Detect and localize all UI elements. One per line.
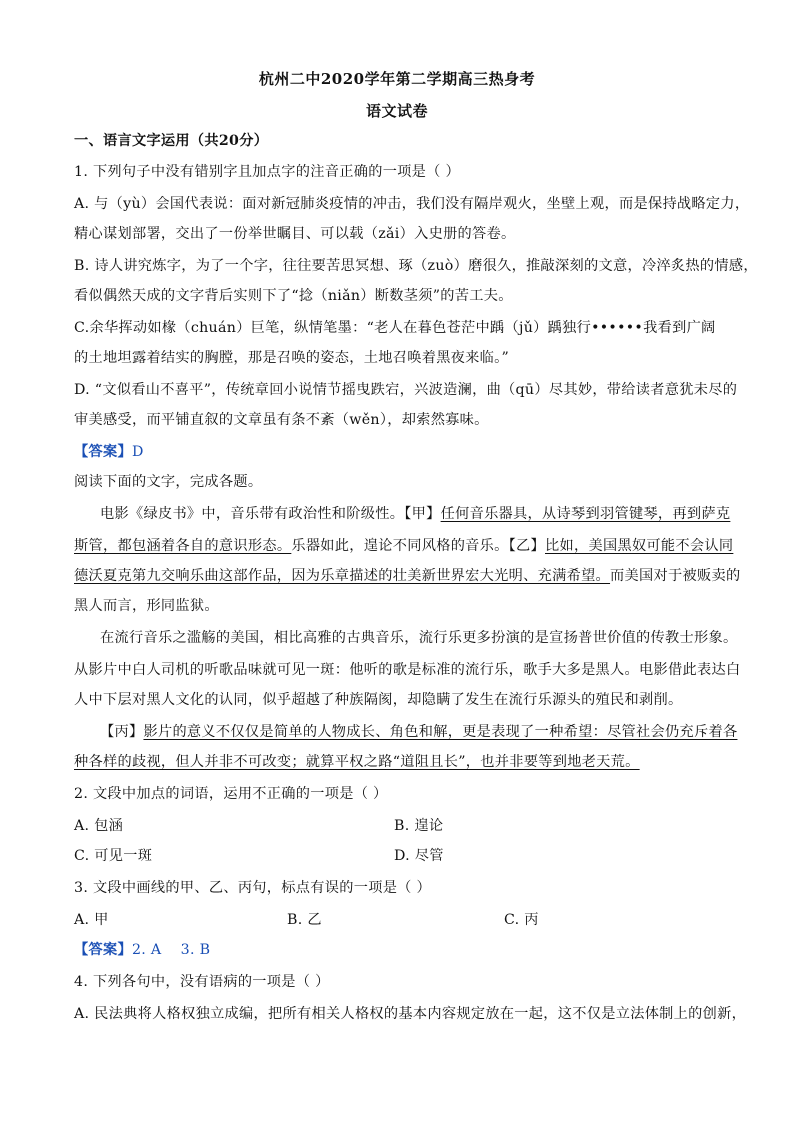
q1-option-b-line1: B. 诗人讲究炼字，为了一个字，往往要苦思冥想、琢（zuò）磨很久，推敲深刻的文意，冷淬炙热的情感，	[74, 258, 758, 274]
q3-option-c: C. 丙	[504, 912, 539, 928]
q3-option-b: B. 乙	[287, 912, 322, 928]
passage-p2-line3: 人中下层对黑人文化的认同，似乎超越了种族隔阂，却隐瞒了发生在流行乐源头的殖民和剥削。	[74, 692, 683, 708]
q2-option-c: C. 可见一斑	[74, 848, 153, 864]
underlined-sentence-jia-cont: 斯管，都包涵着各自的意识形态。	[74, 538, 292, 554]
q1-option-d-line2: 审美感受，而平铺直叙的文章虽有条不紊（wěn），却索然寡味。	[74, 412, 489, 428]
passage-p3-line1	[100, 722, 738, 742]
underlined-sentence-yi: 比如，美国黑奴可能不会认同	[545, 538, 734, 554]
q4-option-a-line1: A. 民法典将人格权独立成编，把所有相关人格权的基本内容规定放在一起，这不仅是立法体制上的创新，	[74, 1006, 747, 1022]
underlined-sentence-bing-cont: 种各样的歧视，但人并非不可改变；就算平权之路“道阻且长”，也并非要等到地老天荒。	[74, 754, 640, 770]
q2-option-b: B. 遑论	[394, 818, 444, 834]
answer-tag: 【答案】	[74, 444, 132, 460]
question-4-stem: 4. 下列各句中，没有语病的一项是（ ）	[74, 974, 330, 990]
q1-answer	[74, 442, 724, 462]
q3-option-a: A. 甲	[74, 912, 109, 928]
q1-option-c-line2: 的土地坦露着结实的胸膛，那是召唤的姿态，土地召唤着黑夜来临。”	[74, 350, 510, 366]
question-2-stem: 2. 文段中加点的词语，运用不正确的一项是（ ）	[74, 786, 388, 802]
reading-intro: 阅读下面的文字，完成各题。	[74, 474, 263, 490]
q2-option-d: D. 尽管	[394, 848, 444, 864]
answer-value: D	[131, 444, 144, 460]
passage-text: 乐器如此，遑论不同风格的音乐。【乙】	[291, 538, 546, 554]
passage-p2-line1: 在流行音乐之滥觞的美国，相比高雅的古典音乐，流行乐更多扮演的是宣扬普世价值的传教士形象。	[100, 630, 738, 646]
answer-value: 2. A 3. B	[131, 942, 211, 958]
q2-options-row2	[74, 846, 724, 866]
underlined-sentence-bing: 影片的意义不仅仅是简单的人物成长、角色和解，更是表现了一种希望：尽管社会仍充斥着各	[143, 724, 738, 740]
q1-option-c-line1: C.余华挥动如椽（chuán）巨笔，纵情笔墨：“老人在暮色苍茫中踽（jǔ）踽独行••••••我看到广阔	[74, 320, 716, 336]
q1-option-a-line1: A. 与（yù）会国代表说：面对新冠肺炎疫情的冲击，我们没有隔岸观火，坐壁上观，而是保持战略定力，	[74, 196, 750, 212]
underlined-sentence-jia: 任何音乐器具，从诗琴到羽管键琴，再到萨克	[440, 506, 731, 522]
exam-subtitle: 语文试卷	[365, 102, 428, 120]
passage-p3-line2	[74, 752, 724, 772]
passage-p1-line4: 黑人而言，形同监狱。	[74, 598, 219, 614]
underlined-sentence-yi-cont: 德沃夏克第九交响乐曲这部作品，因为乐章描述的壮美新世界宏大光明、充满希望。	[74, 568, 611, 584]
q2-options-row1	[74, 816, 724, 836]
passage-p1-line3	[74, 566, 741, 586]
passage-text: 电影《绿皮书》中，音乐带有政治性和阶级性。【甲】	[100, 506, 441, 522]
q1-option-d-line1: D. “文似看山不喜平”，传统章回小说情节摇曳跌宕，兴波造澜，曲（qū）尽其妙，带给读者意犹未尽的	[74, 382, 738, 398]
exam-title: 杭州二中2020学年第二学期高三热身考	[258, 70, 536, 88]
passage-p2-line2: 从影片中白人司机的听歌品味就可见一斑：他听的歌是标准的流行乐，歌手大多是黑人。电影借此表达白	[74, 662, 741, 678]
passage-p1-line2	[74, 536, 734, 556]
question-3-stem: 3. 文段中画线的甲、乙、丙句，标点有误的一项是（ ）	[74, 880, 431, 896]
q1-option-b-line2: 看似偶然天成的文字背后实则下了“捻（niǎn）断数茎须”的苦工夫。	[74, 288, 513, 304]
q2-q3-answer	[74, 940, 724, 960]
marker-bing: 【丙】	[100, 724, 144, 740]
question-1-stem: 1. 下列句子中没有错别字且加点字的注音正确的一项是（ ）	[74, 164, 460, 180]
q2-option-a: A. 包涵	[74, 818, 124, 834]
q1-option-a-line2: 精心谋划部署，交出了一份举世瞩目、可以载（zǎi）入史册的答卷。	[74, 226, 516, 242]
passage-text: 而美国对于被贩卖的	[610, 568, 741, 584]
section-heading: 一、语言文字运用（共20分）	[74, 133, 269, 149]
passage-p1-line1	[100, 504, 731, 524]
q3-options	[74, 910, 724, 930]
answer-tag: 【答案】	[74, 942, 132, 958]
